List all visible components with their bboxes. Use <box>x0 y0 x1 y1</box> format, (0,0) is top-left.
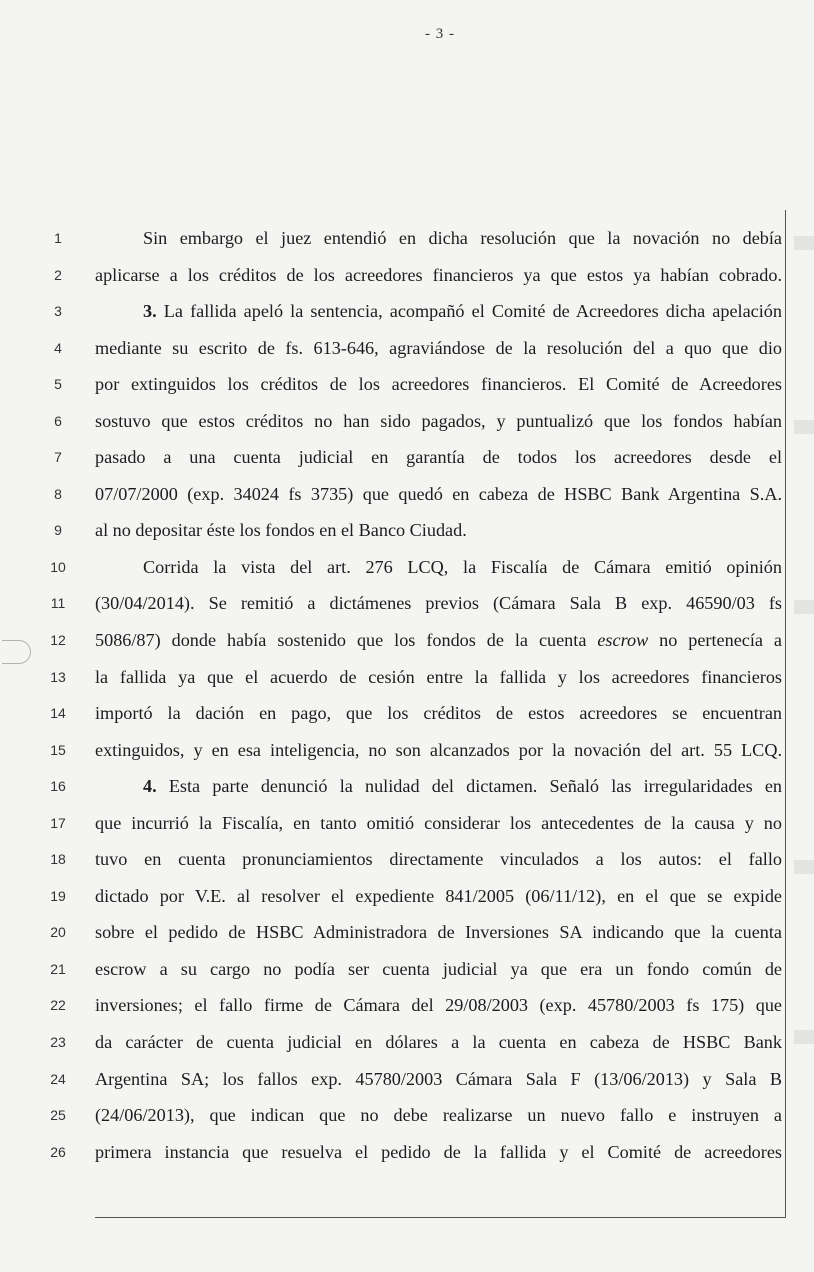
line-text: 07/07/2000 (exp. 34024 fs 3735) que quedó en cabeza de HSBC Bank Argentina S.A. <box>95 483 782 504</box>
text-line <box>95 665 782 702</box>
text-line <box>95 920 782 957</box>
text-line <box>95 299 782 336</box>
line-number: 16 <box>50 778 66 795</box>
bleed-through-mark <box>794 420 814 434</box>
text-line <box>95 591 782 628</box>
line-text: La fallida apeló la sentencia, acompañó el Comité de Acreedores dicha apelación <box>156 301 782 322</box>
text-line <box>95 701 782 738</box>
text-line <box>95 409 782 446</box>
bottom-margin-rule <box>95 1217 785 1218</box>
line-number: 6 <box>54 412 62 429</box>
line-text: (30/04/2014). Se remitió a dictámenes previos (Cámara Sala B exp. 46590/03 fs <box>95 593 782 614</box>
line-text: Argentina SA; los fallos exp. 45780/2003 Cámara Sala F (13/06/2013) y Sala B <box>95 1068 782 1089</box>
line-number-column <box>38 226 78 1176</box>
text-line <box>95 1103 782 1140</box>
text-line <box>95 518 782 555</box>
page-number: - 3 - <box>425 26 455 42</box>
line-text: Corrida la vista del art. 276 LCQ, la Fiscalía de Cámara emitió opinión <box>143 556 782 577</box>
bleed-through-mark <box>794 1030 814 1044</box>
line-text: Esta parte denunció la nulidad del dictamen. Señaló las irregularidades en <box>156 776 782 797</box>
line-number: 4 <box>54 339 62 356</box>
line-number: 12 <box>50 632 66 649</box>
line-number: 26 <box>50 1143 66 1160</box>
line-text: sostuvo que estos créditos no han sido pagados, y puntualizó que los fondos habían <box>95 410 782 431</box>
text-line <box>95 482 782 519</box>
right-margin-border <box>785 210 786 1218</box>
line-number: 22 <box>50 997 66 1014</box>
line-text: la fallida ya que el acuerdo de cesión entre la fallida y los acreedores financieros <box>95 666 782 687</box>
text-line <box>95 628 782 665</box>
italic-term: escrow <box>597 630 649 651</box>
line-text: 5086/87) donde había sostenido que los fondos de la cuenta <box>95 630 598 651</box>
text-line <box>95 957 782 994</box>
line-number: 14 <box>50 705 66 722</box>
line-number: 24 <box>50 1070 66 1087</box>
line-text: escrow a su cargo no podía ser cuenta judicial ya que era un fondo común de <box>95 958 782 979</box>
line-text: importó la dación en pago, que los créditos de estos acreedores se encuentran <box>95 703 782 724</box>
line-number: 21 <box>50 960 66 977</box>
section-number: 3. <box>143 301 157 322</box>
document-body <box>95 226 782 1176</box>
line-text: da carácter de cuenta judicial en dólares a la cuenta en cabeza de HSBC Bank <box>95 1032 782 1053</box>
text-line <box>95 336 782 373</box>
line-number: 9 <box>54 522 62 539</box>
text-line <box>95 445 782 482</box>
text-line <box>95 1067 782 1104</box>
line-number: 18 <box>50 851 66 868</box>
line-number: 1 <box>54 230 62 246</box>
line-number: 5 <box>54 376 62 393</box>
line-text: (24/06/2013), que indican que no debe realizarse un nuevo fallo e instruyen a <box>95 1105 782 1126</box>
text-line <box>95 811 782 848</box>
text-line <box>95 774 782 811</box>
line-text: extinguidos, y en esa inteligencia, no son alcanzados por la novación del art. 55 LCQ. <box>95 739 782 760</box>
line-number: 25 <box>50 1107 66 1124</box>
line-number: 10 <box>50 558 66 575</box>
line-number: 2 <box>54 266 62 283</box>
margin-pen-mark <box>2 640 31 664</box>
text-line <box>95 263 782 300</box>
line-text: aplicarse a los créditos de los acreedores financieros ya que estos ya habían cobrado. <box>95 264 782 285</box>
line-number: 23 <box>50 1034 66 1051</box>
line-number: 3 <box>54 303 62 320</box>
bleed-through-mark <box>794 860 814 874</box>
line-text: que incurrió la Fiscalía, en tanto omitió considerar los antecedentes de la causa y no <box>95 812 782 833</box>
text-line <box>95 884 782 921</box>
line-text: tuvo en cuenta pronunciamientos directamente vinculados a los autos: el fallo <box>95 849 782 870</box>
line-text: por extinguidos los créditos de los acreedores financieros. El Comité de Acreedores <box>95 374 782 395</box>
line-text: al no depositar éste los fondos en el Banco Ciudad. <box>95 520 467 541</box>
section-number: 4. <box>143 776 157 797</box>
line-number: 19 <box>50 887 66 904</box>
line-text: primera instancia que resuelva el pedido de la fallida y el Comité de acreedores <box>95 1141 782 1162</box>
line-text: pasado a una cuenta judicial en garantía de todos los acreedores desde el <box>95 447 782 468</box>
bleed-through-mark <box>794 236 814 250</box>
line-text: mediante su escrito de fs. 613-646, agraviándose de la resolución del a quo que dio <box>95 337 782 358</box>
line-number: 8 <box>54 485 62 502</box>
text-line <box>95 372 782 409</box>
text-line <box>95 1030 782 1067</box>
text-line <box>95 847 782 884</box>
line-text: Sin embargo el juez entendió en dicha resolución que la novación no debía <box>143 228 782 248</box>
line-text: inversiones; el fallo firme de Cámara del 29/08/2003 (exp. 45780/2003 fs 175) que <box>95 995 782 1016</box>
line-text: sobre el pedido de HSBC Administradora de Inversiones SA indicando que la cuenta <box>95 922 782 943</box>
text-line <box>95 555 782 592</box>
line-number: 17 <box>50 814 66 831</box>
line-text: no pertenecía a <box>648 630 782 651</box>
line-number: 7 <box>54 449 62 466</box>
line-number: 20 <box>50 924 66 941</box>
bleed-through-mark <box>794 600 814 614</box>
text-line <box>95 226 782 263</box>
text-line <box>95 738 782 775</box>
line-number: 15 <box>50 741 66 758</box>
text-line <box>95 993 782 1030</box>
line-text: dictado por V.E. al resolver el expediente 841/2005 (06/11/12), en el que se expide <box>95 885 782 906</box>
text-line <box>95 1140 782 1177</box>
line-number: 11 <box>50 595 66 612</box>
line-number: 13 <box>50 668 66 685</box>
